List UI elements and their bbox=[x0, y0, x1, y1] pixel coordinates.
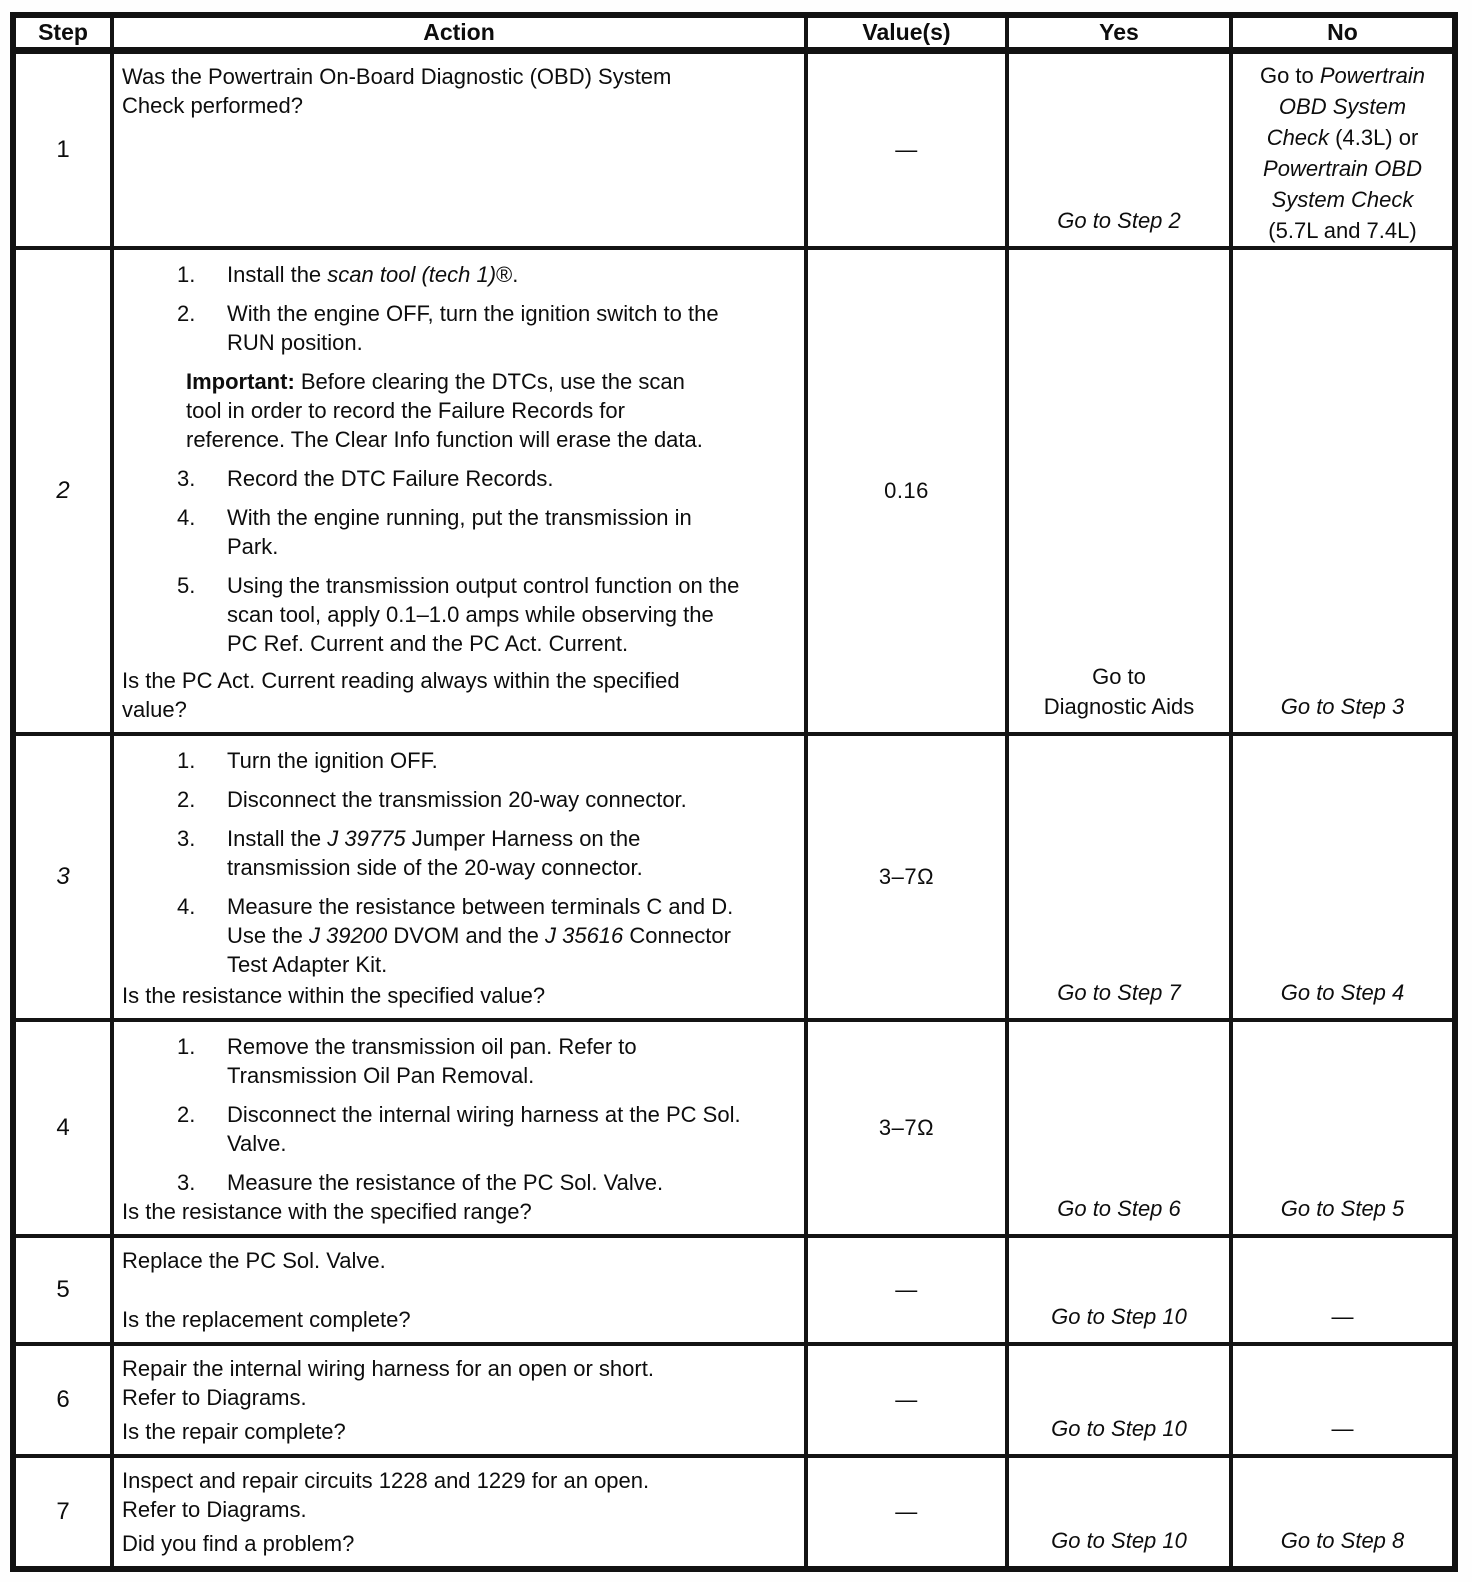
no-cell: — bbox=[1233, 1346, 1452, 1458]
action-question: Is the resistance within the specified value? bbox=[122, 983, 546, 1008]
step-number-cell: 1 bbox=[16, 54, 114, 250]
step-number-cell: 7 bbox=[16, 1458, 114, 1566]
list-number: 4. bbox=[177, 894, 196, 919]
dtc-diagnostic-table bbox=[10, 12, 1458, 1572]
no-cell: Go to Powertrain OBD System Check (4.3L) or Powertrain OBD System Check (5.7L and 7.4L) bbox=[1233, 54, 1452, 250]
value-cell: — bbox=[808, 1238, 1009, 1346]
action-cell bbox=[114, 736, 808, 1022]
action-lead: Replace the PC Sol. Valve. bbox=[122, 1248, 386, 1273]
action-list-item bbox=[177, 1168, 796, 1197]
value-cell: 3–7Ω bbox=[808, 1022, 1009, 1238]
action-cell bbox=[114, 1346, 808, 1458]
no-cell: Go to Step 4 bbox=[1233, 736, 1452, 1022]
action-list-item bbox=[177, 1032, 796, 1090]
value-cell: — bbox=[808, 1458, 1009, 1566]
action-list-item bbox=[177, 1100, 796, 1158]
col-header-step: Step bbox=[16, 18, 114, 54]
list-item-text: Disconnect the transmission 20-way connector. bbox=[227, 787, 687, 812]
action-list-item bbox=[177, 571, 796, 658]
list-item-text: Install the J 39775 Jumper Harness on the transmission side of the 20-way connector. bbox=[227, 826, 643, 880]
action-question: Is the resistance with the specified range? bbox=[122, 1199, 532, 1224]
list-item-text: Measure the resistance of the PC Sol. Valve. bbox=[227, 1170, 664, 1195]
action-list-item bbox=[177, 299, 796, 357]
col-header-action: Action bbox=[114, 18, 808, 54]
list-number: 2. bbox=[177, 1102, 196, 1127]
no-cell: Go to Step 5 bbox=[1233, 1022, 1452, 1238]
list-number: 1. bbox=[177, 262, 196, 287]
yes-cell: Go to Diagnostic Aids bbox=[1009, 250, 1233, 736]
list-item-text: Record the DTC Failure Records. bbox=[227, 466, 554, 491]
value-cell: 0.16 bbox=[808, 250, 1009, 736]
action-cell bbox=[114, 1238, 808, 1346]
list-item-text: With the engine running, put the transmission in Park. bbox=[227, 505, 692, 559]
list-number: 3. bbox=[177, 1170, 196, 1195]
col-header-no: No bbox=[1233, 18, 1452, 54]
list-item-text: Remove the transmission oil pan. Refer to Transmission Oil Pan Removal. bbox=[227, 1034, 637, 1088]
list-number: 4. bbox=[177, 505, 196, 530]
list-number: 3. bbox=[177, 826, 196, 851]
list-number: 1. bbox=[177, 748, 196, 773]
step-number-cell: 5 bbox=[16, 1238, 114, 1346]
action-question: Is the PC Act. Current reading always within the specified value? bbox=[122, 668, 680, 722]
list-item-text: Install the scan tool (tech 1)®. bbox=[227, 262, 519, 287]
action-list-item bbox=[177, 464, 796, 493]
list-item-text: With the engine OFF, turn the ignition switch to the RUN position. bbox=[227, 301, 719, 355]
action-list-item bbox=[177, 892, 796, 979]
list-number: 3. bbox=[177, 466, 196, 491]
col-header-yes: Yes bbox=[1009, 18, 1233, 54]
action-list-item bbox=[177, 785, 796, 814]
step-number-cell: 6 bbox=[16, 1346, 114, 1458]
yes-cell: Go to Step 10 bbox=[1009, 1238, 1233, 1346]
action-cell bbox=[114, 250, 808, 736]
yes-cell: Go to Step 7 bbox=[1009, 736, 1233, 1022]
col-header-values: Value(s) bbox=[808, 18, 1009, 54]
list-number: 1. bbox=[177, 1034, 196, 1059]
step-number-cell: 2 bbox=[16, 250, 114, 736]
no-cell: Go to Step 3 bbox=[1233, 250, 1452, 736]
list-item-text: Disconnect the internal wiring harness at the PC Sol. Valve. bbox=[227, 1102, 741, 1156]
action-list-item bbox=[177, 824, 796, 882]
list-item-text: Using the transmission output control function on the scan tool, apply 0.1–1.0 amps while observing the PC Ref. Current and the PC Act. Current. bbox=[227, 573, 740, 656]
action-list-item bbox=[177, 746, 796, 775]
yes-cell: Go to Step 10 bbox=[1009, 1458, 1233, 1566]
no-cell: — bbox=[1233, 1238, 1452, 1346]
no-cell: Go to Step 8 bbox=[1280, 1528, 1405, 1553]
value-cell: — bbox=[808, 1346, 1009, 1458]
action-cell bbox=[114, 1022, 808, 1238]
list-number: 5. bbox=[177, 573, 196, 598]
step-number-cell: 4 bbox=[16, 1022, 114, 1238]
action-question: Did you find a problem? bbox=[122, 1531, 355, 1556]
action-lead: Repair the internal wiring harness for an open or short. Refer to Diagrams. bbox=[122, 1356, 654, 1410]
list-item-text: Measure the resistance between terminals C and D. Use the J 39200 DVOM and the J 35616 Connector Test Adapter Kit. bbox=[227, 894, 734, 977]
list-item-text: Turn the ignition OFF. bbox=[227, 748, 438, 773]
list-number: 2. bbox=[177, 787, 196, 812]
yes-cell: Go to Step 6 bbox=[1009, 1022, 1233, 1238]
yes-cell: Go to Step 2 bbox=[1009, 54, 1233, 250]
action-cell bbox=[114, 54, 808, 250]
action-lead: Was the Powertrain On-Board Diagnostic (OBD) System Check performed? bbox=[122, 64, 672, 118]
action-cell bbox=[114, 1458, 808, 1566]
action-lead: Inspect and repair circuits 1228 and 1229 for an open. Refer to Diagrams. bbox=[122, 1468, 650, 1522]
value-cell: 3–7Ω bbox=[808, 736, 1009, 1022]
action-list-item bbox=[177, 260, 796, 289]
action-list-item bbox=[177, 503, 796, 561]
yes-cell: Go to Step 10 bbox=[1009, 1346, 1233, 1458]
important-note: Important: Before clearing the DTCs, use the scan tool in order to record the Failure Records for reference. The Clear Info function will erase the data. bbox=[186, 369, 703, 452]
step-number-cell: 3 bbox=[16, 736, 114, 1022]
action-question: Is the repair complete? bbox=[122, 1419, 346, 1444]
value-cell: — bbox=[808, 54, 1009, 250]
list-number: 2. bbox=[177, 301, 196, 326]
action-question: Is the replacement complete? bbox=[122, 1307, 411, 1332]
